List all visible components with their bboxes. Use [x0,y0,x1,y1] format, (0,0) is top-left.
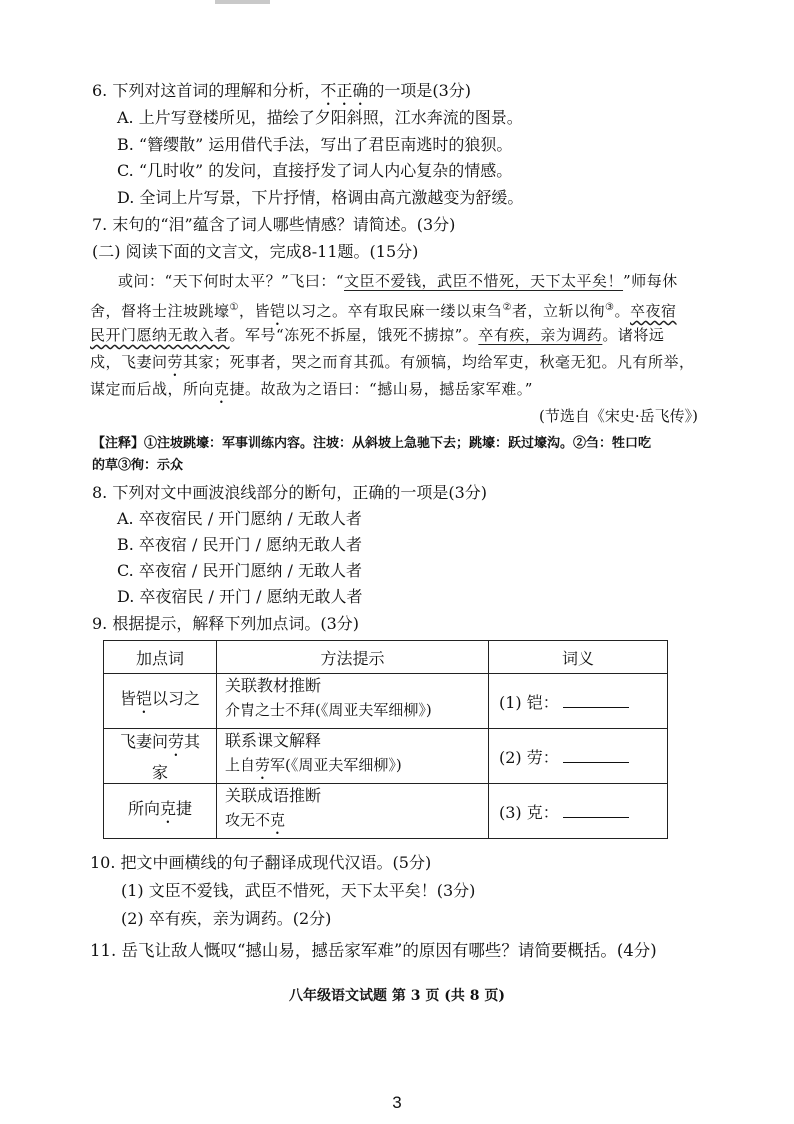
row-word: 所向克捷 [104,784,217,839]
annotation-line-1: 【注释】①注坡跳壕：军事训练内容。注坡：从斜坡上急驰下去；跳壕：跃过壕沟。②刍：牲口吃 [92,436,652,451]
passage-line-4: 戍，飞妻问劳其家；死事者，哭之而育其孤。有颁犒，均给军吏，秋毫无犯。凡有所举， [90,353,695,371]
underlined-sentence-1: 文臣不爱钱，武臣不惜死，天下太平矣！ [344,272,624,290]
q8-stem: 8. 下列对文中画波浪线部分的断句，正确的一项是(3分) [92,483,488,502]
row-answer: (2) 劳： [489,729,668,784]
header-dotted-word: 加点词 [104,641,217,674]
row-hint: 关联成语推断 攻无不克 [217,784,489,839]
section2-heading: (二) 阅读下面的文言文，完成8-11题。(15分) [92,242,419,261]
dotted-word-ke: 克 [214,380,230,398]
passage-line-1: 或问：“天下何时太平？”飞曰：“文臣不爱钱，武臣不惜死，天下太平矣！”师每休 [118,272,678,290]
page-number: 3 [392,1093,402,1112]
passage-line-2: 舍，督将士注坡跳壕①，皆铠以习之。卒有取民麻一缕以束刍②者，立斩以徇③。卒夜宿 [90,302,677,320]
table-row [104,729,668,784]
q6-stem: 6. 下列对这首词的理解和分析，不正确的一项是(3分) [92,81,472,100]
row-answer: (1) 铠： [489,674,668,729]
q9-table [103,640,668,839]
answer-blank[interactable] [563,803,629,818]
dotted-word-lao: 劳 [167,353,184,371]
q8-option-d: D. 卒夜宿民 / 开门 / 愿纳无敢人者 [117,587,363,606]
q10-item-2: (2) 卒有疾，亲为调药。(2分) [121,909,332,928]
q6-option-c: C. “几时收” 的发问，直接抒发了词人内心复杂的情感。 [117,161,513,180]
q7-stem: 7. 末句的“泪”蕴含了词人哪些情感？请简述。(3分) [92,215,456,234]
q8-option-a: A. 卒夜宿民 / 开门愿纳 / 无敢人者 [117,509,362,528]
q6-option-b: B. “簪缨散” 运用借代手法，写出了君臣南逃时的狼狈。 [117,135,513,154]
passage-source: (节选自《宋史·岳飞传》) [539,407,698,425]
row-word: 皆铠以习之 [104,674,217,729]
q6-dotted-word: 不正确 [320,81,369,100]
q9-stem: 9. 根据提示，解释下列加点词。(3分) [92,614,360,633]
q9-table-header [104,641,668,674]
header-meaning: 词义 [489,641,668,674]
q8-option-b: B. 卒夜宿 / 民开门 / 愿纳无敢人者 [117,535,363,554]
q8-option-c: C. 卒夜宿 / 民开门愿纳 / 无敢人者 [117,561,362,580]
q10-stem: 10. 把文中画横线的句子翻译成现代汉语。(5分) [90,853,432,872]
header-method-hint: 方法提示 [217,641,489,674]
dotted-word-kai: 铠 [270,302,286,320]
row-hint: 联系课文解释 上自劳军(《周亚夫军细柳》) [217,729,489,784]
q6-option-a: A. 上片写登楼所见，描绘了夕阳斜照，江水奔流的图景。 [117,108,523,127]
table-row [104,784,668,839]
table-row [104,674,668,729]
q10-item-1: (1) 文臣不爱钱，武臣不惜死，天下太平矣！(3分) [121,881,476,900]
answer-blank[interactable] [563,748,629,763]
answer-blank[interactable] [563,693,629,708]
row-answer: (3) 克： [489,784,668,839]
page-footer: 八年级语文试题 第 3 页 (共 8 页) [289,988,505,1004]
row-hint: 关联教材推断 介胄之士不拜(《周亚夫军细柳》) [217,674,489,729]
q6-option-d: D. 全词上片写景，下片抒情，格调由高亢激越变为舒缓。 [117,188,524,207]
wavy-sentence-part-2: 民开门愿纳无敢入者 [90,326,230,344]
row-word: 飞妻问劳其家 [104,729,217,784]
passage-line-5: 谋定而后战，所向克捷。故敌为之语曰：“撼山易，撼岳家军难。” [90,380,533,398]
passage-line-3: 民开门愿纳无敢入者。军号“冻死不拆屋，饿死不掳掠”。卒有疾，亲为调药。诸将远 [90,326,665,344]
annotation-line-2: 的草③徇：示众 [92,458,184,473]
wavy-sentence-part-1: 卒夜宿 [630,302,677,320]
underlined-sentence-2: 卒有疾，亲为调药 [478,326,603,344]
q11-stem: 11. 岳飞让敌人慨叹“撼山易，撼岳家军难”的原因有哪些？请简要概括。(4分) [90,941,657,960]
